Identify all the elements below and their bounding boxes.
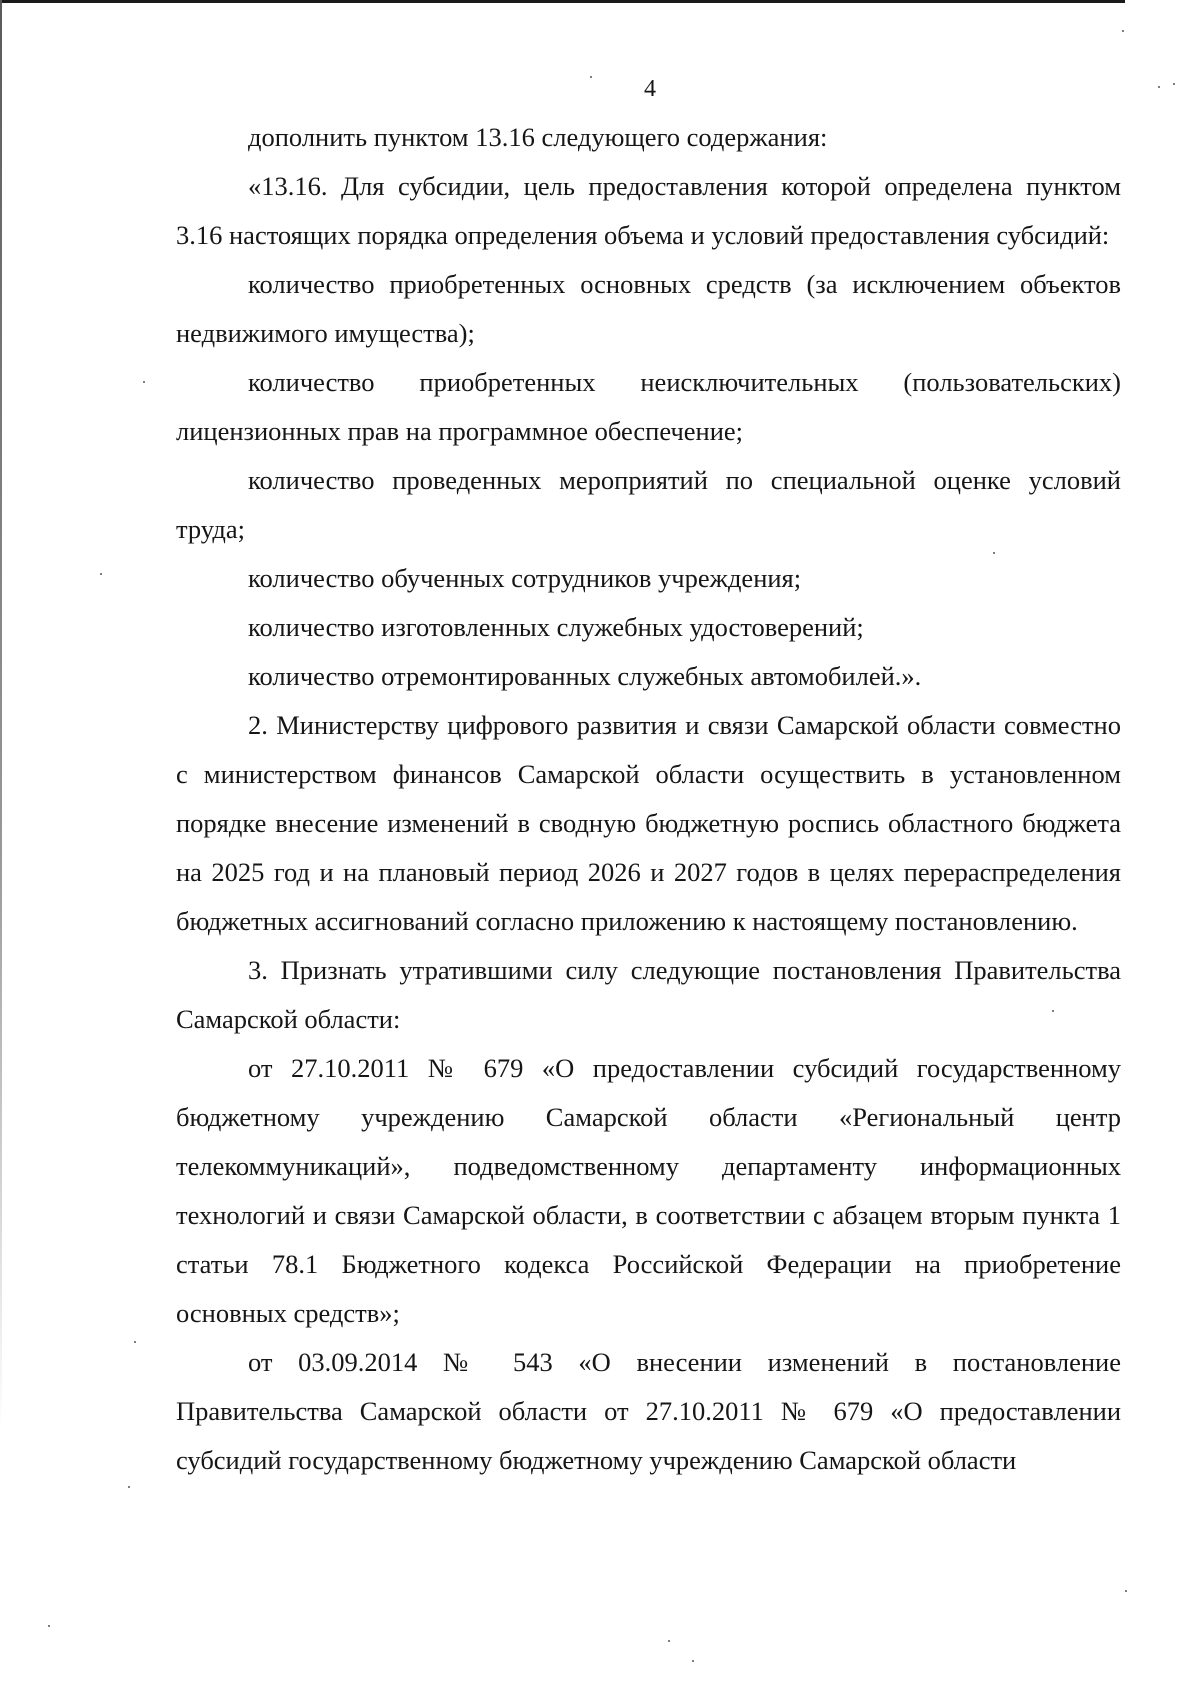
scan-speck bbox=[100, 573, 102, 575]
paragraph: количество проведенных мероприятий по специальной оценке условий труда; bbox=[176, 465, 1121, 544]
document-body bbox=[176, 113, 1121, 1485]
paragraph: «13.16. Для субсидии, цель предоставления которой определена пунктом 3.16 настоящих порядка определения объема и условий предоставления субсидий: bbox=[176, 171, 1121, 250]
scan-speck bbox=[134, 1341, 136, 1343]
paragraph: количество приобретенных неисключительных (пользовательских) лицензионных прав на программное обеспечение; bbox=[176, 367, 1121, 446]
scan-speck bbox=[1122, 30, 1124, 32]
paragraph: количество обученных сотрудников учреждения; bbox=[248, 563, 802, 593]
paragraph: от 03.09.2014 № 543 «О внесении изменений в постановление Правительства Самарской области от 27.10.2011 № 679 «О предоставлении субсидий государственному бюджетному учреждению Самарской области bbox=[176, 1347, 1121, 1475]
scan-speck bbox=[692, 1660, 694, 1662]
paragraph: 3. Признать утратившими силу следующие постановления Правительства Самарской области: bbox=[176, 955, 1121, 1034]
scan-speck bbox=[1125, 1590, 1127, 1592]
scan-left-edge bbox=[0, 0, 2, 1430]
paragraph: от 27.10.2011 № 679 «О предоставлении субсидий государственному бюджетному учреждению Самарской области «Региональный центр телекоммуникаций», подведомственному департаменту информационных технологий и связи Самарской области, в соответствии с абзацем вторым пункта 1 статьи 78.1 Бюджетного кодекса Российской Федерации на приобретение основных средств»; bbox=[176, 1053, 1121, 1328]
scan-speck bbox=[128, 1486, 130, 1488]
scan-top-edge bbox=[0, 0, 1125, 3]
paragraph: дополнить пунктом 13.16 следующего содержания: bbox=[248, 122, 828, 152]
paragraph: 2. Министерству цифрового развития и связи Самарской области совместно с министерством финансов Самарской области осуществить в установленном порядке внесение изменений в сводную бюджетную роспись областного бюджета на 2025 год и на плановый период 2026 и 2027 годов в целях перераспределения бюджетных ассигнований согласно приложению к настоящему постановлению. bbox=[176, 710, 1121, 936]
paragraph: количество приобретенных основных средств (за исключением объектов недвижимого имущества); bbox=[176, 269, 1121, 348]
scan-speck bbox=[48, 1625, 50, 1627]
scan-speck bbox=[668, 1640, 670, 1642]
paragraph: количество отремонтированных служебных автомобилей.». bbox=[248, 661, 922, 691]
paragraph: количество изготовленных служебных удостоверений; bbox=[248, 612, 864, 642]
page-number: 4 bbox=[644, 76, 656, 102]
scan-speck bbox=[143, 381, 145, 383]
